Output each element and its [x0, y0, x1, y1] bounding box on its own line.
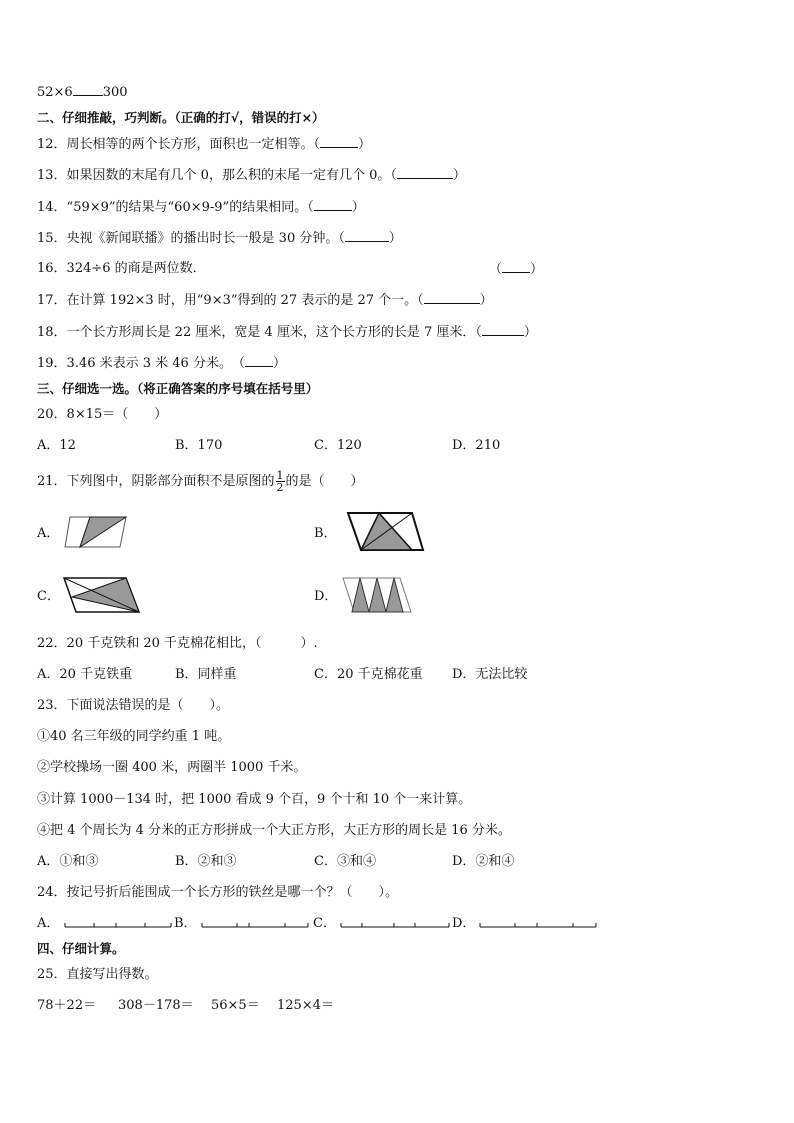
question-text: 的是（ ）: [285, 474, 364, 489]
question-text: 16．324÷6 的商是两位数．: [37, 261, 206, 276]
answer-blank[interactable]: [73, 84, 103, 96]
option-b[interactable]: B．同样重: [175, 667, 237, 682]
question-25-stem: 25．直接写出得数。: [37, 967, 158, 982]
question-text: 18．一个长方形周长是 22 厘米，宽是 4 厘米，这个长方形的长是 7 厘米．（: [37, 325, 482, 340]
question-13: [37, 167, 466, 184]
paren-close: ）: [388, 231, 402, 246]
option-b-label[interactable]: B．: [174, 916, 197, 931]
paren-open: （: [489, 262, 503, 277]
option-d[interactable]: D．②和④: [452, 854, 515, 869]
paren-close: ）: [530, 262, 544, 277]
calc-item-2[interactable]: 308－178＝: [118, 998, 194, 1013]
question-text: 19．3.46 米表示 3 米 46 分米。 （: [37, 356, 245, 371]
option-c[interactable]: C．20 千克棉花重: [314, 667, 423, 682]
question-21-stem: [37, 470, 364, 493]
wire-d: [479, 918, 597, 930]
question-23-stem: 23．下面说法错误的是（ ）。: [37, 698, 230, 713]
comparison-right: 300: [102, 85, 128, 100]
statement-1: ①40 名三年级的同学约重 1 吨。: [37, 729, 231, 744]
option-c[interactable]: C．③和④: [314, 854, 376, 869]
answer-blank[interactable]: [502, 261, 530, 273]
question-14: [37, 199, 365, 216]
option-d-label[interactable]: D．: [452, 916, 476, 931]
question-text: 21．下列图中，阴影部分面积不是原图的: [37, 474, 275, 489]
comparison-line: [37, 84, 128, 101]
question-20-stem: 20．8×15＝（ ）: [37, 407, 168, 422]
question-text: 13．如果因数的末尾有几个 0，那么积的末尾一定有几个 0。（: [37, 168, 397, 183]
question-text: 14．“59×9”的结果与“60×9-9”的结果相同。（: [37, 200, 314, 215]
question-text: 12．周长相等的两个长方形，面积也一定相等。（: [37, 137, 321, 152]
calc-item-3[interactable]: 56×5＝: [211, 998, 260, 1013]
fraction-one-half: [276, 470, 285, 493]
option-b-label[interactable]: B．: [314, 526, 337, 541]
wire-a: [64, 918, 172, 930]
paren-close: ）: [523, 325, 537, 340]
question-22-stem: 22．20 千克铁和 20 千克棉花相比，（ ）.: [37, 636, 318, 651]
question-text: 15．央视《新闻联播》的播出时长一般是 30 分钟。（: [37, 231, 345, 246]
paren-close: ）: [351, 200, 365, 215]
option-d[interactable]: D．210: [452, 438, 501, 453]
figure-b-parallelogram: [347, 511, 425, 553]
option-c[interactable]: C．120: [314, 438, 362, 453]
question-16-answer: [489, 261, 543, 278]
option-a-label[interactable]: A．: [37, 916, 60, 931]
answer-blank[interactable]: [424, 292, 480, 304]
answer-blank[interactable]: [245, 355, 273, 367]
option-c-label[interactable]: C．: [37, 589, 60, 604]
option-a[interactable]: A．①和③: [37, 854, 99, 869]
option-a[interactable]: A．20 千克铁重: [37, 667, 133, 682]
answer-blank[interactable]: [314, 199, 352, 211]
fraction-numerator: 1: [276, 469, 284, 482]
answer-blank[interactable]: [397, 167, 453, 179]
calc-item-1[interactable]: 78＋22＝: [37, 998, 97, 1013]
answer-blank[interactable]: [345, 230, 389, 242]
question-12: [37, 136, 371, 153]
figure-d-parallelogram: [342, 575, 414, 615]
fraction-denominator: 2: [276, 481, 284, 494]
question-text: 17．在计算 192×3 时，用“9×3”得到的 27 表示的是 27 个一。（: [37, 293, 424, 308]
option-d-label[interactable]: D．: [314, 589, 338, 604]
question-24-stem: 24．按记号折后能围成一个长方形的铁丝是哪一个？（ ）。: [37, 885, 399, 900]
section-heading: 三、仔细选一选。（将正确答案的序号填在括号里）: [37, 381, 319, 396]
option-a-label[interactable]: A．: [37, 526, 60, 541]
wire-c: [340, 918, 450, 930]
answer-blank[interactable]: [482, 324, 524, 336]
paren-close: ）: [452, 168, 466, 183]
calc-item-4[interactable]: 125×4＝: [277, 998, 334, 1013]
option-d[interactable]: D．无法比较: [452, 667, 528, 682]
option-c-label[interactable]: C．: [313, 916, 336, 931]
paren-close: ）: [358, 137, 372, 152]
question-18: [37, 324, 537, 341]
statement-2: ②学校操场一圈 400 米，两圈半 1000 千米。: [37, 760, 307, 775]
option-b[interactable]: B．170: [175, 438, 223, 453]
answer-blank[interactable]: [320, 136, 358, 148]
statement-3: ③计算 1000－134 时，把 1000 看成 9 个百，9 个十和 10 个一来计算。: [37, 792, 472, 807]
section-heading: 四、仔细计算。: [37, 941, 125, 956]
figure-a-parallelogram: [64, 515, 130, 551]
question-17: [37, 292, 493, 309]
option-b[interactable]: B．②和③: [175, 854, 237, 869]
paren-close: ）: [479, 293, 493, 308]
question-16: [37, 261, 206, 277]
option-a[interactable]: A．12: [37, 438, 76, 453]
question-15: [37, 230, 402, 247]
statement-4: ④把 4 个周长为 4 分米的正方形拼成一个大正方形，大正方形的周长是 16 分米。: [37, 823, 511, 838]
wire-b: [201, 918, 309, 930]
comparison-left: 52×6: [37, 85, 73, 100]
section-heading: 二、仔细推敲，巧判断。（正确的打√，错误的打×）: [37, 110, 325, 125]
question-19: [37, 355, 286, 372]
figure-c-parallelogram: [62, 575, 142, 615]
paren-close: ）: [272, 356, 286, 371]
